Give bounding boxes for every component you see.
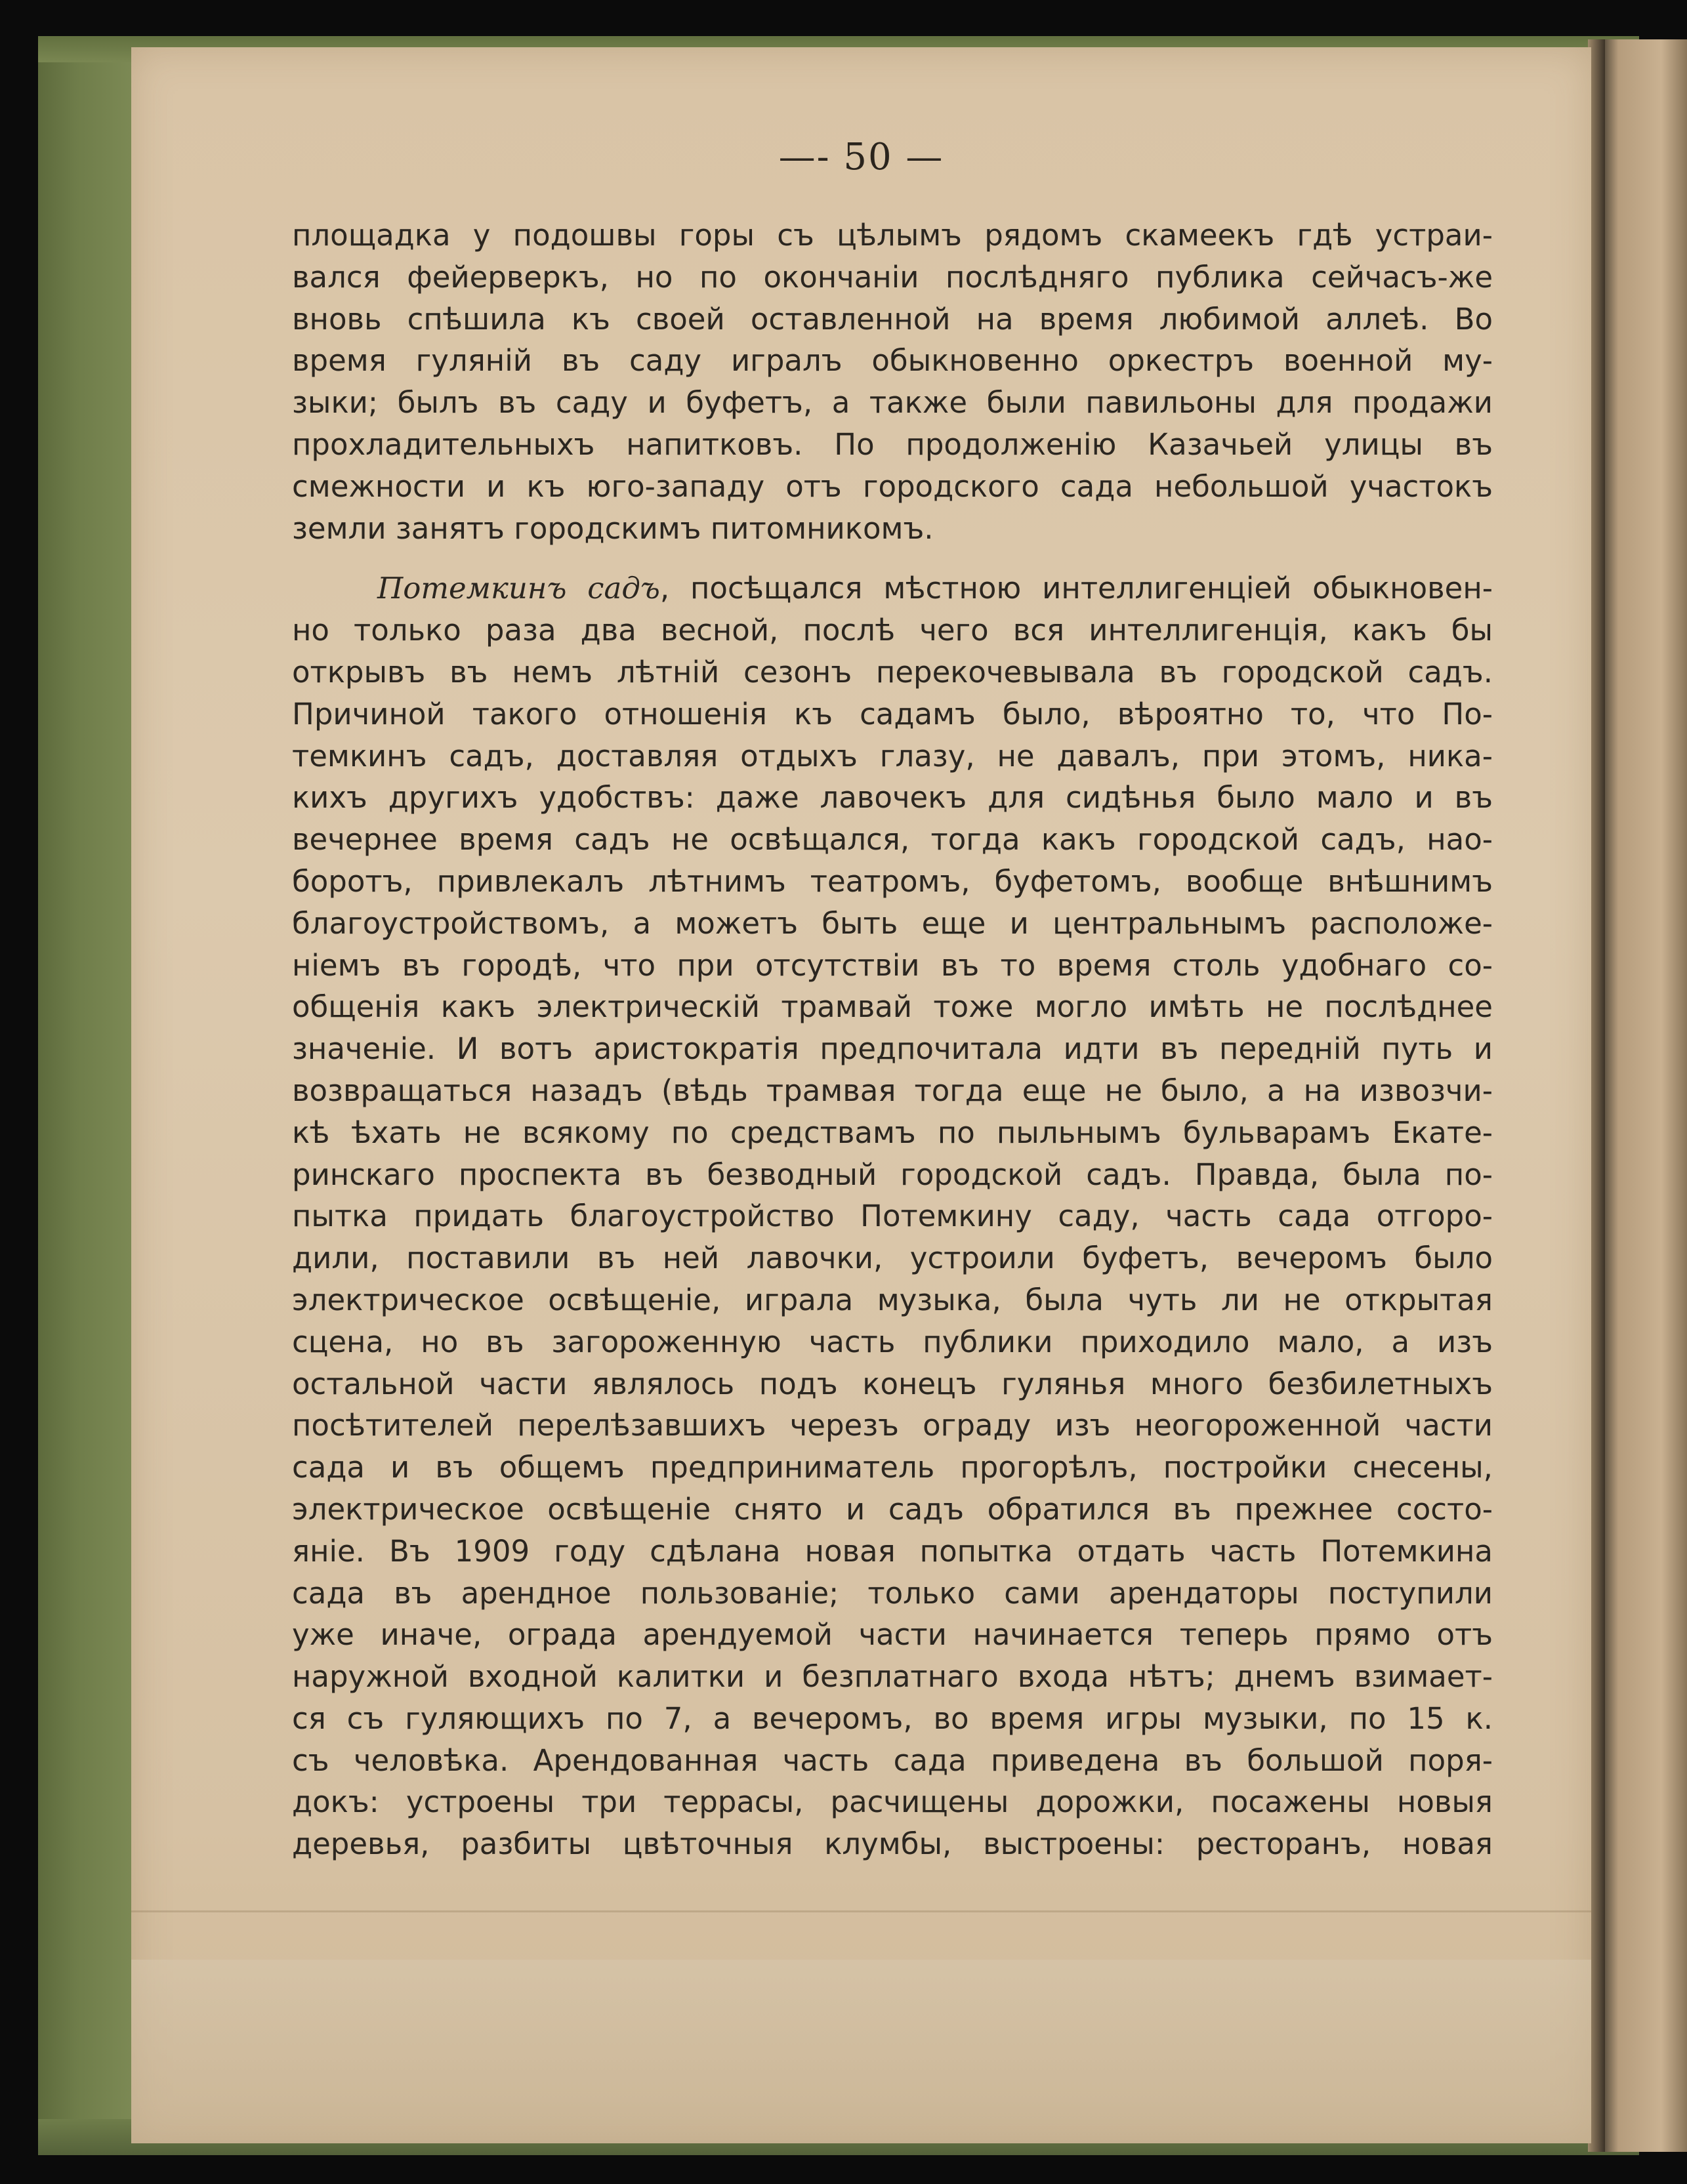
text-line: кихъ другихъ удобствъ: даже лавочекъ для сидѣнья было мало и въ: [292, 780, 1493, 815]
page-bottom-margin: [131, 1960, 1591, 2143]
text-line: съ человѣка. Арендованная часть сада приведена въ большой поря-: [292, 1742, 1493, 1778]
text-line: деревья, разбиты цвѣточныя клумбы, выстроены: ресторанъ, новая: [292, 1826, 1493, 1862]
text-line: кѣ ѣхать не всякому по средствамъ по пыльнымъ бульварамъ Екате-: [292, 1115, 1493, 1150]
paragraph-1: [292, 215, 1493, 549]
text-line: темкинъ садъ, доставляя отдыхъ глазу, не давалъ, при этомъ, ника-: [292, 738, 1493, 773]
paragraph-2: [292, 567, 1493, 1865]
text-line: благоустройствомъ, а можетъ быть еще и центральнымъ расположе-: [292, 905, 1493, 941]
text-line: остальной части являлось подъ конецъ гулянья много безбилетныхъ: [292, 1366, 1493, 1401]
text-line: прохладительныхъ напитковъ. По продолженiю Казачьей улицы въ: [292, 426, 1493, 462]
text-line: общенiя какъ электрическiй трамвай тоже могло имѣть не послѣднее: [292, 989, 1493, 1025]
page-number: —- 50 —: [778, 136, 944, 178]
text-line: площадка у подошвы горы съ цѣлымъ рядомъ скамеекъ гдѣ устраи-: [292, 218, 1493, 253]
garden-name-italic: Потемкинъ садъ: [377, 571, 660, 606]
text-line: вечернее время садъ не освѣщался, тогда какъ городской садъ, нао-: [292, 822, 1493, 857]
text-line: пытка придать благоустройство Потемкину саду, часть сада отгоро-: [292, 1199, 1493, 1234]
book-page: [131, 47, 1591, 2143]
text-line: земли занятъ городскимъ питомникомъ.: [292, 510, 934, 546]
text-line: наружной входной калитки и безплатнаго входа нѣтъ; днемъ взимает-: [292, 1659, 1493, 1695]
text-line: электрическое освѣщенiе снято и садъ обратился въ прежнее состо-: [292, 1491, 1493, 1527]
text-line: посѣтителей перелѣзавшихъ черезъ ограду изъ неогороженной части: [292, 1408, 1493, 1443]
adjacent-page-edge: [1601, 39, 1687, 2152]
first-line-rest: , посѣщался мѣстною интеллигенцiей обыкновен-: [659, 571, 1493, 606]
text-line: смежности и къ юго-западу отъ городского сада небольшой участокъ: [292, 468, 1493, 504]
paragraph-gap: [292, 549, 1493, 567]
text-line: возвращаться назадъ (вѣдь трамвая тогда еще не было, а на извозчи-: [292, 1073, 1493, 1108]
page-text: [292, 215, 1493, 1865]
text-line: сцена, но въ загороженную часть публики приходило мало, а изъ: [292, 1324, 1493, 1359]
text-line: ринскаго проспекта въ безводный городской садъ. Правда, была по-: [292, 1157, 1493, 1192]
text-line: открывъ въ немъ лѣтнiй сезонъ перекочевывала въ городской садъ.: [292, 654, 1493, 690]
text-line-first: [292, 567, 1493, 609]
book-cover-left: [38, 36, 136, 2152]
text-line: боротъ, привлекалъ лѣтнимъ театромъ, буфетомъ, вообще внѣшнимъ: [292, 863, 1493, 899]
text-line: зыки; былъ въ саду и буфетъ, а также были павильоны для продажи: [292, 385, 1493, 421]
text-line: Причиной такого отношенiя къ садамъ было, вѣроятно то, что По-: [292, 696, 1493, 731]
text-line: электрическое освѣщенiе, играла музыка, была чуть ли не открытая: [292, 1282, 1493, 1317]
text-line: ся съ гуляющихъ по 7, а вечеромъ, во время игры музыки, по 15 к.: [292, 1700, 1493, 1736]
text-line: вновь спѣшила къ своей оставленной на время любимой аллеѣ. Во: [292, 301, 1493, 337]
text-line: вался фейерверкъ, но по окончанiи послѣдняго публика сейчасъ-же: [292, 259, 1493, 295]
text-line: но только раза два весной, послѣ чего вся интеллигенцiя, какъ бы: [292, 613, 1493, 648]
text-line: сада въ арендное пользованiе; только сами арендаторы поступили: [292, 1575, 1493, 1611]
page-fold-line: [131, 1910, 1591, 1912]
text-line: уже иначе, ограда арендуемой части начинается теперь прямо отъ: [292, 1617, 1493, 1653]
text-line: дили, поставили въ ней лавочки, устроили буфетъ, вечеромъ было: [292, 1241, 1493, 1276]
text-line: янiе. Въ 1909 году сдѣлана новая попытка отдать часть Потемкина: [292, 1533, 1493, 1569]
text-line: значенiе. И вотъ аристократiя предпочитала идти въ переднiй путь и: [292, 1031, 1493, 1067]
text-line: сада и въ общемъ предприниматель прогорѣлъ, постройки снесены,: [292, 1450, 1493, 1485]
text-line: время гулянiй въ саду игралъ обыкновенно оркестръ военной му-: [292, 343, 1493, 379]
text-line: нiемъ въ городѣ, что при отсутствiи въ то время столь удобнаго со-: [292, 947, 1493, 983]
text-line: докъ: устроены три террасы, расчищены дорожки, посажены новыя: [292, 1784, 1493, 1820]
